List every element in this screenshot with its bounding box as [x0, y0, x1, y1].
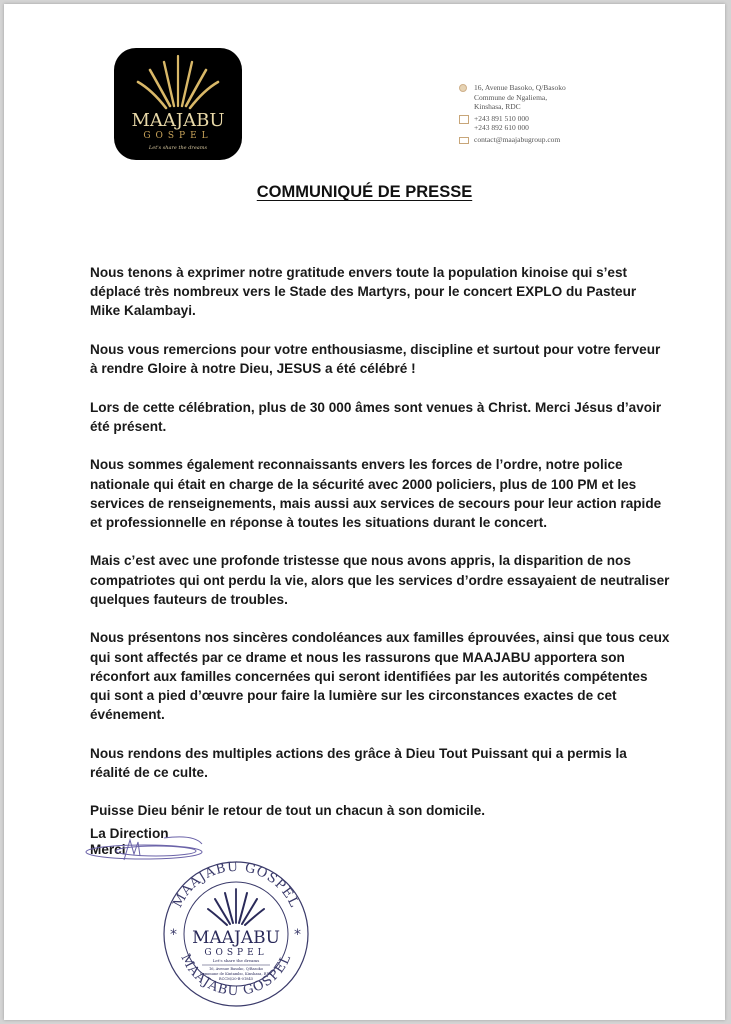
- contact-address: [459, 83, 659, 112]
- signature-label: La Direction: [90, 826, 169, 841]
- logo-subtitle: GOSPEL: [143, 131, 213, 141]
- address-line: Commune de Ngaliema,: [474, 92, 548, 102]
- stamp-tagline: Let's share the dreams: [212, 958, 260, 963]
- phone-number: +243 891 510 000: [474, 113, 529, 123]
- contact-block: [459, 83, 659, 146]
- paragraph: Nous sommes également reconnaissants envers les forces de l’ordre, notre police nationale qui était en charge de la sécurité avec 2000 policiers, plus de 100 PM et les services de renseignements, mais aussi aux services de secours pour leur action rapide et professionnelle en réponse à toutes les situations durant le concert.: [90, 457, 662, 530]
- address-line: 16, Avenue Basoko, Q/Basoko: [474, 83, 566, 92]
- contact-phones: [459, 114, 659, 133]
- stamp-ring-top: MAAJABU GOSPEL: [170, 859, 302, 911]
- paragraph: Nous tenons à exprimer notre gratitude envers toute la population kinoise qui s’est déplacé très nombreux vers le Stade des Martyrs, pour le concert EXPLO du Pasteur Mike Kalambayi.: [90, 265, 637, 319]
- stamp-name: MAAJABU: [192, 928, 280, 948]
- logo-name: MAAJABU: [131, 110, 225, 131]
- paragraph: Mais c’est avec une profonde tristesse que nous avons appris, la disparition de nos compatriotes qui ont perdu la vie, alors que les services d’ordre essayaient de neutraliser quelques fauteurs de troubles.: [90, 553, 670, 607]
- stamp-rays-icon: [208, 889, 264, 925]
- paragraph: Lors de cette célébration, plus de 30 000 âmes sont venues à Christ. Merci Jésus d’avoir été présent.: [90, 399, 662, 434]
- stamp-star-right: *: [294, 927, 301, 943]
- phone-number: +243 892 610 000: [474, 123, 529, 132]
- paragraph: Nous présentons nos sincères condoléances aux familles éprouvées, ainsi que tous ceux qui sont affectés par ce drame et nous les rassurons que MAAJABU apportera son réconfort aux familles concernées qui seront identifiées par les autorités compétentes qui sont a pied d’œuvre pour faire la lumière sur les circonstances exactes de cet événement.: [90, 630, 670, 723]
- stamp-ring-bottom: MAAJABU GOSPEL: [177, 951, 295, 1000]
- stamp-address-line: RCCM/20-B-01845: [218, 977, 254, 981]
- company-logo: [114, 48, 242, 160]
- paragraph: Puisse Dieu bénir le retour de tout un chacun à son domicile.: [90, 803, 486, 819]
- paragraph: Nous rendons des multiples actions des grâce à Dieu Tout Puissant qui a permis la réalité de ce culte.: [90, 745, 627, 780]
- document-page: [4, 4, 725, 1020]
- company-stamp: [162, 839, 310, 1024]
- address-line: Kinshasa, RDC: [474, 102, 521, 111]
- stamp-address-line: Commune de Kintambo, Kinshasa, RDC: [199, 972, 273, 976]
- logo-tagline: Let's share the dreams: [148, 145, 208, 151]
- document-title: COMMUNIQUÉ DE PRESSE: [256, 183, 473, 201]
- stamp-subtitle: GOSPEL: [204, 948, 268, 958]
- contact-email: [459, 135, 659, 145]
- firework-rays-icon: [114, 48, 242, 160]
- stamp-star-left: *: [170, 927, 177, 943]
- mail-icon: [459, 137, 469, 144]
- stamp-address-line: 16, Avenue Basoko, Q/Basoko: [208, 967, 264, 971]
- phone-icon: [459, 115, 469, 124]
- closing: Merci: [90, 841, 126, 857]
- paragraph: Nous vous remercions pour votre enthousiasme, discipline et surtout pour votre ferveur à rendre Gloire à notre Dieu, JESUS a été célébré !: [90, 341, 661, 377]
- location-pin-icon: [459, 84, 467, 92]
- document-body: [90, 263, 670, 878]
- email-address: contact@maajabugroup.com: [474, 134, 561, 144]
